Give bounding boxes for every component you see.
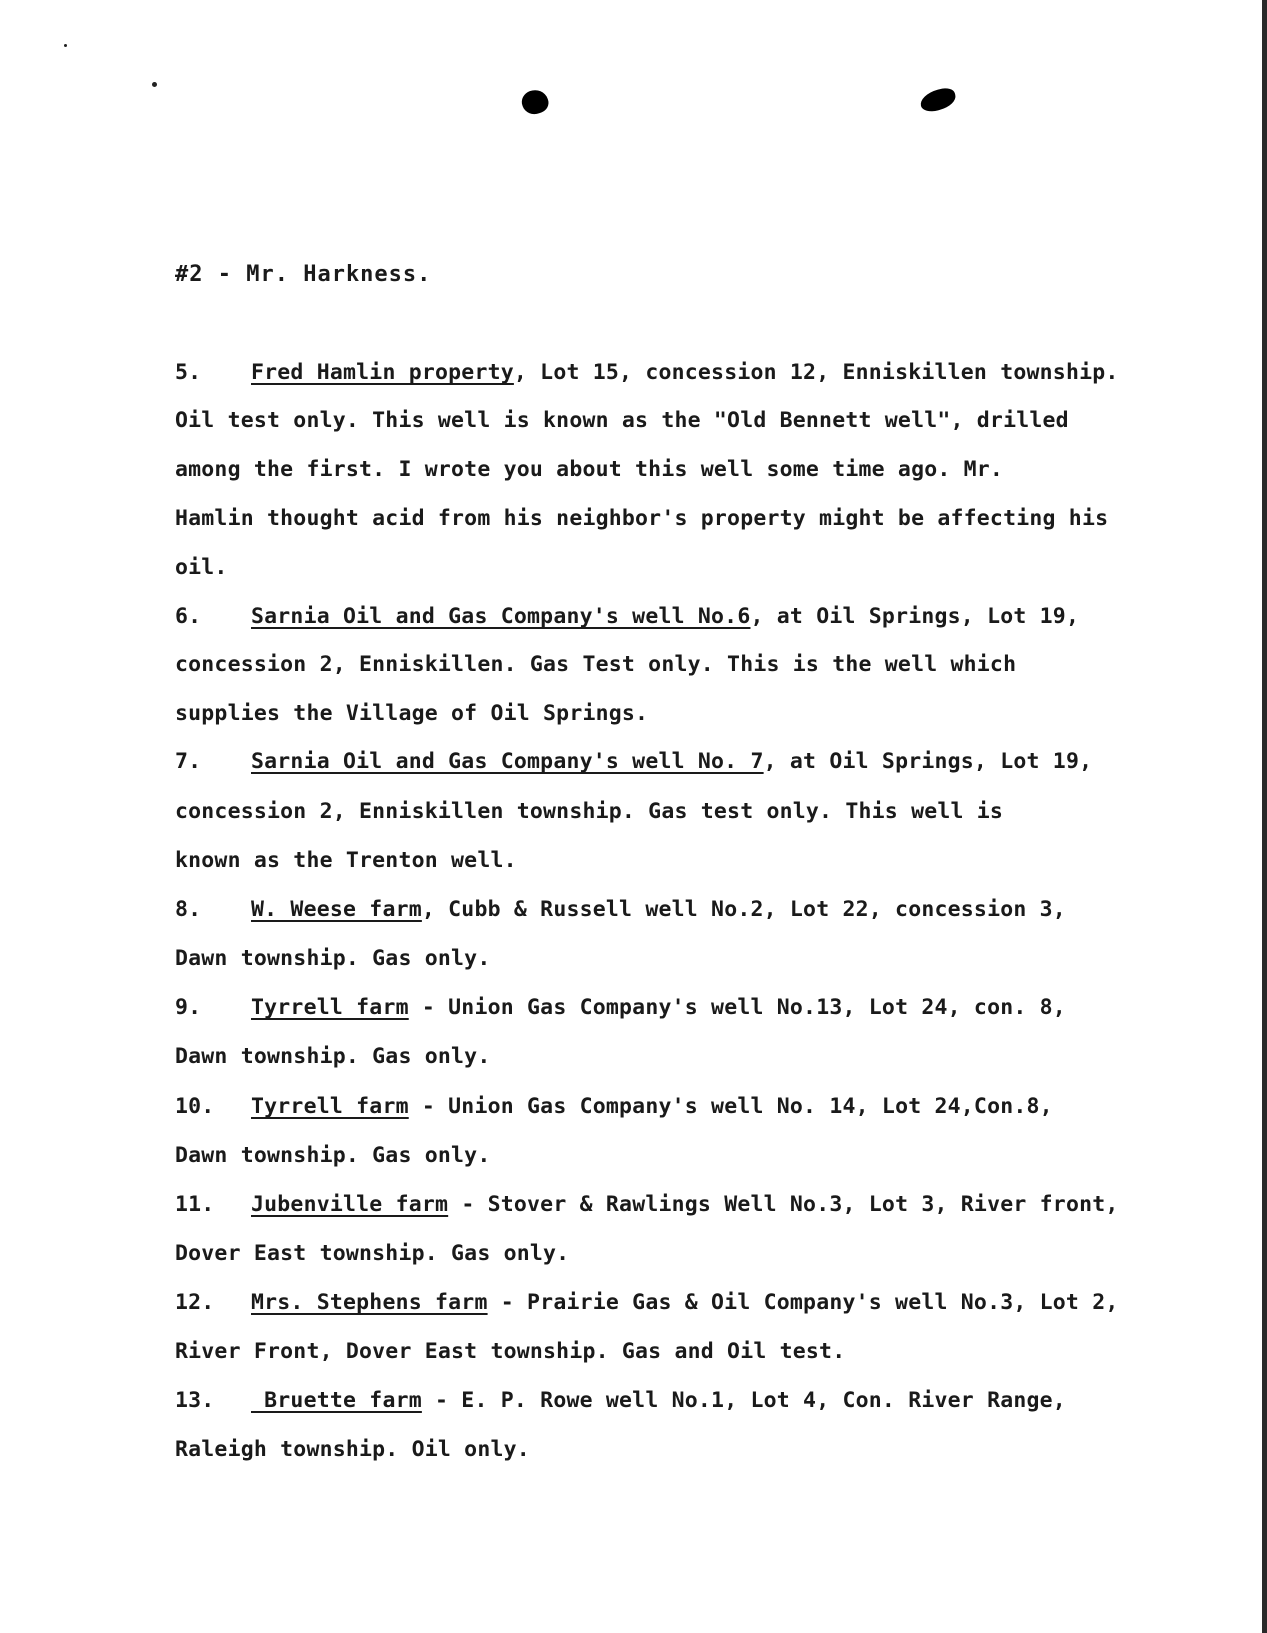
entry-line bbox=[175, 1092, 1053, 1122]
entry-line: concession 2, Enniskillen. Gas Test only. This is the well which bbox=[175, 652, 1017, 677]
entry-line bbox=[175, 747, 1092, 777]
entry-title: Mrs. Stephens farm bbox=[251, 1290, 488, 1315]
entry-line: Dawn township. Gas only. bbox=[175, 1143, 491, 1168]
entry-number: 9. bbox=[175, 995, 202, 1020]
entry-line: Dawn township. Gas only. bbox=[175, 946, 491, 971]
punch-hole-left bbox=[519, 86, 552, 117]
entry-line: Dover East township. Gas only. bbox=[175, 1241, 570, 1266]
entry-number: 8. bbox=[175, 897, 202, 922]
entry-line: Hamlin thought acid from his neighbor's property might be affecting his bbox=[175, 506, 1109, 531]
entry-line: Oil test only. This well is known as the "Old Bennett well", drilled bbox=[175, 408, 1069, 433]
entry-line: oil. bbox=[175, 555, 228, 580]
entry-line: concession 2, Enniskillen township. Gas test only. This well is bbox=[175, 799, 1004, 824]
entry-line: supplies the Village of Oil Springs. bbox=[175, 701, 649, 726]
entry-title: Fred Hamlin property bbox=[251, 360, 514, 385]
entry-line: among the first. I wrote you about this well some time ago. Mr. bbox=[175, 457, 1004, 482]
ink-speck bbox=[64, 44, 67, 47]
entry-line: Dawn township. Gas only. bbox=[175, 1044, 491, 1069]
page-heading: #2 - Mr. Harkness. bbox=[175, 262, 432, 287]
entry-number: 7. bbox=[175, 749, 202, 774]
entry-text: - Stover & Rawlings Well No.3, Lot 3, River front, bbox=[448, 1192, 1119, 1217]
entry-number: 6. bbox=[175, 604, 202, 629]
entry-title: Tyrrell farm bbox=[251, 995, 409, 1020]
entry-line bbox=[175, 1190, 1119, 1220]
entry-number: 10. bbox=[175, 1094, 215, 1119]
entry-title: Bruette farm bbox=[251, 1388, 422, 1413]
entry-line bbox=[175, 993, 1066, 1023]
entry-line: River Front, Dover East township. Gas and Oil test. bbox=[175, 1339, 846, 1364]
entry-line: Raleigh township. Oil only. bbox=[175, 1437, 530, 1462]
entry-number: 11. bbox=[175, 1192, 215, 1217]
entry-title: Tyrrell farm bbox=[251, 1094, 409, 1119]
entry-line bbox=[175, 1288, 1119, 1318]
entry-number: 13. bbox=[175, 1388, 215, 1413]
entry-text: , at Oil Springs, Lot 19, bbox=[750, 604, 1080, 629]
entry-title: Sarnia Oil and Gas Company's well No. 7 bbox=[251, 749, 764, 774]
entry-line: known as the Trenton well. bbox=[175, 848, 517, 873]
page-edge bbox=[1262, 0, 1267, 1633]
punch-hole-right bbox=[918, 86, 958, 115]
entry-text: - Prairie Gas & Oil Company's well No.3, Lot 2, bbox=[487, 1290, 1119, 1315]
entry-title: W. Weese farm bbox=[251, 897, 422, 922]
entry-line bbox=[175, 358, 1119, 388]
entry-title: Jubenville farm bbox=[251, 1192, 449, 1217]
entry-text: - Union Gas Company's well No. 14, Lot 24,Con.8, bbox=[408, 1094, 1053, 1119]
entry-line bbox=[175, 602, 1079, 632]
entry-line bbox=[175, 1386, 1066, 1416]
entry-number: 12. bbox=[175, 1290, 215, 1315]
entry-text: , Cubb & Russell well No.2, Lot 22, concession 3, bbox=[421, 897, 1066, 922]
entry-text: , Lot 15, concession 12, Enniskillen township. bbox=[513, 360, 1119, 385]
ink-speck bbox=[152, 82, 157, 87]
entry-text: - E. P. Rowe well No.1, Lot 4, Con. River Range, bbox=[421, 1388, 1066, 1413]
entry-title: Sarnia Oil and Gas Company's well No.6 bbox=[251, 604, 751, 629]
entry-text: , at Oil Springs, Lot 19, bbox=[763, 749, 1093, 774]
entry-number: 5. bbox=[175, 360, 202, 385]
entry-text: - Union Gas Company's well No.13, Lot 24, con. 8, bbox=[408, 995, 1066, 1020]
entry-line bbox=[175, 895, 1066, 925]
